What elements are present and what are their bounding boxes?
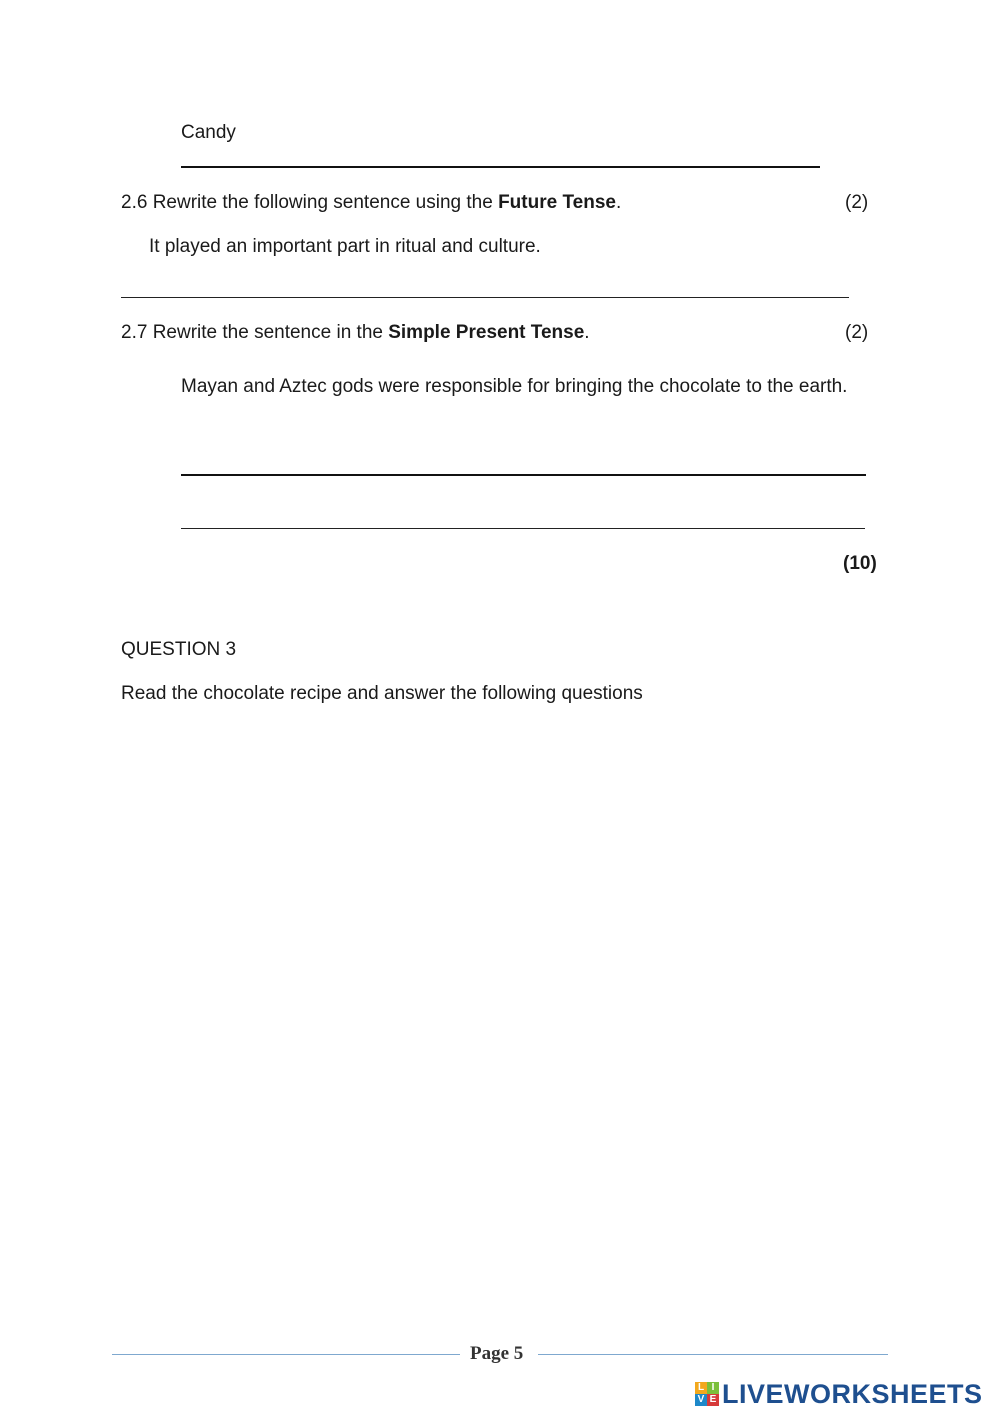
question-3-instruction: Read the chocolate recipe and answer the following questions [121,683,643,704]
question-2-6-marks: (2) [845,192,869,213]
prompt-text: Rewrite the sentence in the [152,322,389,343]
question-2-6-answer-line [121,297,849,298]
footer-rule-left [112,1354,460,1355]
footer-rule-right [538,1354,888,1355]
logo-letter: E [707,1394,719,1406]
page-number: Page 5 [470,1343,524,1364]
liveworksheets-logo [695,1378,983,1410]
question-2-7-answer-line-2 [181,528,865,529]
prompt-emphasis: Simple Present Tense [388,322,585,343]
logo-letter: L [695,1382,707,1394]
prompt-text: Rewrite the following sentence using the [152,192,499,213]
logo-letter: I [707,1382,719,1394]
logo-letter: V [695,1394,707,1406]
liveworksheets-wordmark: LIVEWORKSHEETS [722,1378,983,1409]
candy-answer-line [181,166,820,168]
prompt-emphasis: Future Tense [498,192,616,213]
question-2-7-prompt [121,320,590,346]
liveworksheets-icon [695,1382,719,1406]
question-2-7-answer-line-1 [181,474,866,476]
prompt-end: . [584,322,590,343]
question-2-7-marks: (2) [845,322,869,343]
section-total-marks: (10) [843,553,877,574]
question-2-7-sentence: Mayan and Aztec gods were responsible for bringing the chocolate to the earth. [181,376,848,397]
prompt-end: . [615,192,622,213]
question-2-6-sentence: It played an important part in ritual and culture. [149,236,541,257]
candy-label: Candy [181,122,236,143]
question-number: 2.6 [121,192,148,213]
question-3-heading: QUESTION 3 [121,639,237,660]
question-number: 2.7 [121,322,148,343]
question-2-6-prompt [121,190,621,216]
